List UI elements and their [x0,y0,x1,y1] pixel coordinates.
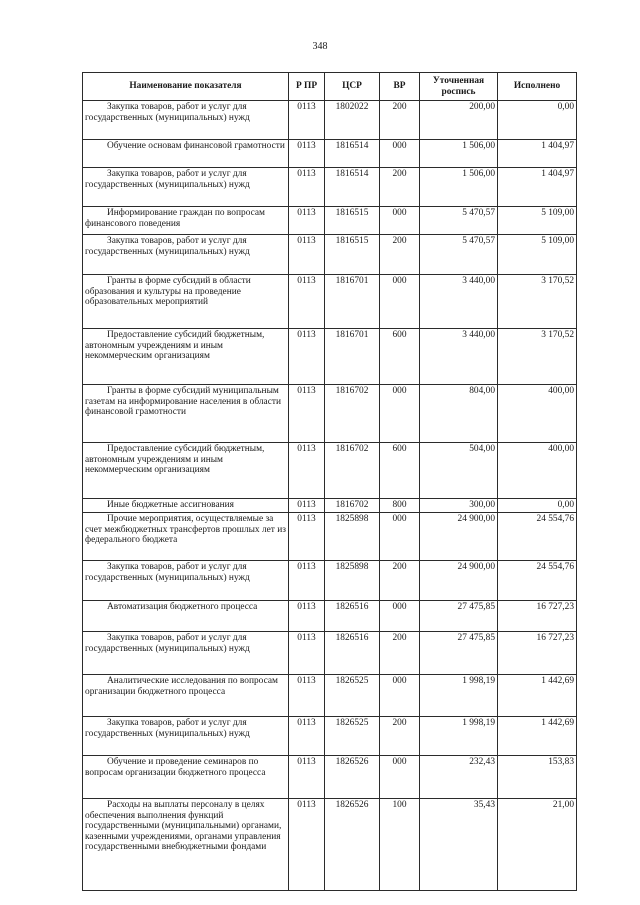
table-row [83,756,577,799]
cell-indicator-name [83,329,289,385]
cell-indicator-name [83,207,289,235]
cell-expense-type: 000 [380,385,420,443]
cell-section-code: 0113 [289,235,325,275]
page-number: 348 [312,41,328,52]
cell-section-code: 0113 [289,275,325,329]
cell-revised-plan: 27 475,85 [420,632,498,675]
indicator-name-text: Обучение основам финансовой грамотности [107,141,285,151]
cell-revised-plan: 24 900,00 [420,513,498,561]
cell-section-code: 0113 [289,168,325,207]
cell-target-article: 1826525 [325,717,380,756]
table-row [83,329,577,385]
cell-expense-type: 200 [380,632,420,675]
cell-target-article: 1826526 [325,756,380,799]
cell-revised-plan: 27 475,85 [420,601,498,632]
cell-indicator-name [83,675,289,717]
cell-indicator-name [83,561,289,601]
cell-target-article: 1826516 [325,601,380,632]
cell-executed: 1 404,97 [498,168,577,207]
cell-executed: 5 109,00 [498,207,577,235]
cell-revised-plan: 504,00 [420,443,498,499]
cell-target-article: 1816514 [325,140,380,168]
table-row [83,140,577,168]
indicator-name-text: Предоставление субсидий бюджетным, автономным учреждениям и иным некоммерческим организациям [85,330,265,362]
header-expense-type: ВР [380,73,420,101]
indicator-name-text: Закупка товаров, работ и услуг для государственных (муниципальных) нужд [85,562,250,583]
header-target-article: ЦСР [325,73,380,101]
cell-executed: 3 170,52 [498,329,577,385]
table-row [83,235,577,275]
header-section-code: Р ПР [289,73,325,101]
cell-target-article: 1826525 [325,675,380,717]
cell-section-code: 0113 [289,756,325,799]
cell-target-article: 1816515 [325,207,380,235]
cell-target-article: 1826516 [325,632,380,675]
cell-executed: 1 404,97 [498,140,577,168]
table-row [83,601,577,632]
table-row [83,275,577,329]
cell-expense-type: 800 [380,499,420,513]
cell-expense-type: 600 [380,329,420,385]
header-indicator-name: Наименование показателя [83,73,289,101]
table-body [83,101,577,891]
cell-target-article: 1825898 [325,513,380,561]
cell-revised-plan: 804,00 [420,385,498,443]
table-row [83,168,577,207]
cell-indicator-name [83,499,289,513]
cell-revised-plan: 5 470,57 [420,235,498,275]
cell-section-code: 0113 [289,385,325,443]
cell-executed: 0,00 [498,101,577,140]
cell-indicator-name [83,235,289,275]
table-row [83,207,577,235]
cell-indicator-name [83,717,289,756]
budget-execution-table [82,72,577,891]
cell-revised-plan: 3 440,00 [420,329,498,385]
cell-indicator-name [83,101,289,140]
cell-executed: 0,00 [498,499,577,513]
indicator-name-text: Закупка товаров, работ и услуг для государственных (муниципальных) нужд [85,236,250,257]
cell-revised-plan: 1 998,19 [420,675,498,717]
cell-executed: 400,00 [498,385,577,443]
cell-section-code: 0113 [289,101,325,140]
indicator-name-text: Гранты в форме субсидий муниципальным газетам на информирование населения в области финансовой грамотности [85,386,281,418]
cell-revised-plan: 1 506,00 [420,168,498,207]
cell-executed: 24 554,76 [498,561,577,601]
cell-section-code: 0113 [289,561,325,601]
indicator-name-text: Закупка товаров, работ и услуг для государственных (муниципальных) нужд [85,102,250,123]
cell-expense-type: 000 [380,513,420,561]
indicator-name-text: Закупка товаров, работ и услуг для государственных (муниципальных) нужд [85,718,250,739]
cell-indicator-name [83,601,289,632]
indicator-name-text: Закупка товаров, работ и услуг для государственных (муниципальных) нужд [85,633,250,654]
cell-executed: 3 170,52 [498,275,577,329]
indicator-name-text: Иные бюджетные ассигнования [107,500,234,510]
table-row [83,717,577,756]
cell-expense-type: 000 [380,756,420,799]
cell-target-article: 1816702 [325,499,380,513]
cell-target-article: 1825898 [325,561,380,601]
cell-target-article: 1802022 [325,101,380,140]
cell-indicator-name [83,140,289,168]
table-row [83,513,577,561]
cell-revised-plan: 35,43 [420,799,498,891]
cell-target-article: 1816514 [325,168,380,207]
cell-indicator-name [83,168,289,207]
cell-target-article: 1826526 [325,799,380,891]
cell-executed: 153,83 [498,756,577,799]
cell-executed: 16 727,23 [498,601,577,632]
cell-executed: 400,00 [498,443,577,499]
indicator-name-text: Прочие мероприятия, осуществляемые за счет межбюджетных трансфертов прошлых лет из федерального бюджета [85,514,286,546]
cell-revised-plan: 200,00 [420,101,498,140]
table-header-row [83,73,577,101]
cell-section-code: 0113 [289,799,325,891]
cell-expense-type: 200 [380,168,420,207]
cell-expense-type: 200 [380,235,420,275]
cell-section-code: 0113 [289,443,325,499]
cell-indicator-name [83,799,289,891]
cell-revised-plan: 300,00 [420,499,498,513]
cell-revised-plan: 1 506,00 [420,140,498,168]
cell-revised-plan: 5 470,57 [420,207,498,235]
cell-target-article: 1816702 [325,385,380,443]
cell-revised-plan: 232,43 [420,756,498,799]
indicator-name-text: Автоматизация бюджетного процесса [107,602,258,612]
cell-revised-plan: 1 998,19 [420,717,498,756]
cell-section-code: 0113 [289,632,325,675]
cell-section-code: 0113 [289,329,325,385]
table-row [83,561,577,601]
indicator-name-text: Предоставление субсидий бюджетным, автономным учреждениям и иным некоммерческим организациям [85,444,265,476]
cell-executed: 21,00 [498,799,577,891]
cell-expense-type: 000 [380,601,420,632]
cell-expense-type: 600 [380,443,420,499]
cell-section-code: 0113 [289,601,325,632]
cell-expense-type: 000 [380,275,420,329]
header-executed: Исполнено [498,73,577,101]
cell-executed: 16 727,23 [498,632,577,675]
cell-expense-type: 100 [380,799,420,891]
cell-section-code: 0113 [289,499,325,513]
table-row [83,443,577,499]
cell-revised-plan: 3 440,00 [420,275,498,329]
indicator-name-text: Гранты в форме субсидий в области образования и культуры на проведение образовательных мероприятий [85,276,251,308]
cell-section-code: 0113 [289,207,325,235]
cell-target-article: 1816515 [325,235,380,275]
cell-expense-type: 000 [380,140,420,168]
cell-target-article: 1816701 [325,275,380,329]
cell-executed: 1 442,69 [498,675,577,717]
cell-indicator-name [83,513,289,561]
cell-executed: 24 554,76 [498,513,577,561]
cell-expense-type: 200 [380,101,420,140]
cell-executed: 1 442,69 [498,717,577,756]
table-row [83,675,577,717]
cell-indicator-name [83,632,289,675]
indicator-name-text: Закупка товаров, работ и услуг для государственных (муниципальных) нужд [85,169,250,190]
cell-section-code: 0113 [289,675,325,717]
cell-executed: 5 109,00 [498,235,577,275]
table-row [83,799,577,891]
cell-indicator-name [83,756,289,799]
cell-target-article: 1816702 [325,443,380,499]
table-row [83,632,577,675]
header-revised-plan: Уточненная роспись [420,73,498,101]
indicator-name-text: Обучение и проведение семинаров по вопросам организации бюджетного процесса [85,757,266,778]
cell-expense-type: 200 [380,717,420,756]
cell-indicator-name [83,443,289,499]
cell-indicator-name [83,275,289,329]
cell-indicator-name [83,385,289,443]
cell-expense-type: 000 [380,207,420,235]
table-row [83,101,577,140]
indicator-name-text: Расходы на выплаты персоналу в целях обеспечения выполнения функций государственными (муниципальными) органами, казенными учреждениями, органами управления государственными внебюджетными фондами [85,800,282,853]
cell-section-code: 0113 [289,717,325,756]
indicator-name-text: Информирование граждан по вопросам финансового поведения [85,208,265,229]
cell-expense-type: 200 [380,561,420,601]
table-row [83,499,577,513]
cell-section-code: 0113 [289,513,325,561]
cell-expense-type: 000 [380,675,420,717]
indicator-name-text: Аналитические исследования по вопросам организации бюджетного процесса [85,676,278,697]
cell-revised-plan: 24 900,00 [420,561,498,601]
cell-target-article: 1816701 [325,329,380,385]
table-row [83,385,577,443]
cell-section-code: 0113 [289,140,325,168]
